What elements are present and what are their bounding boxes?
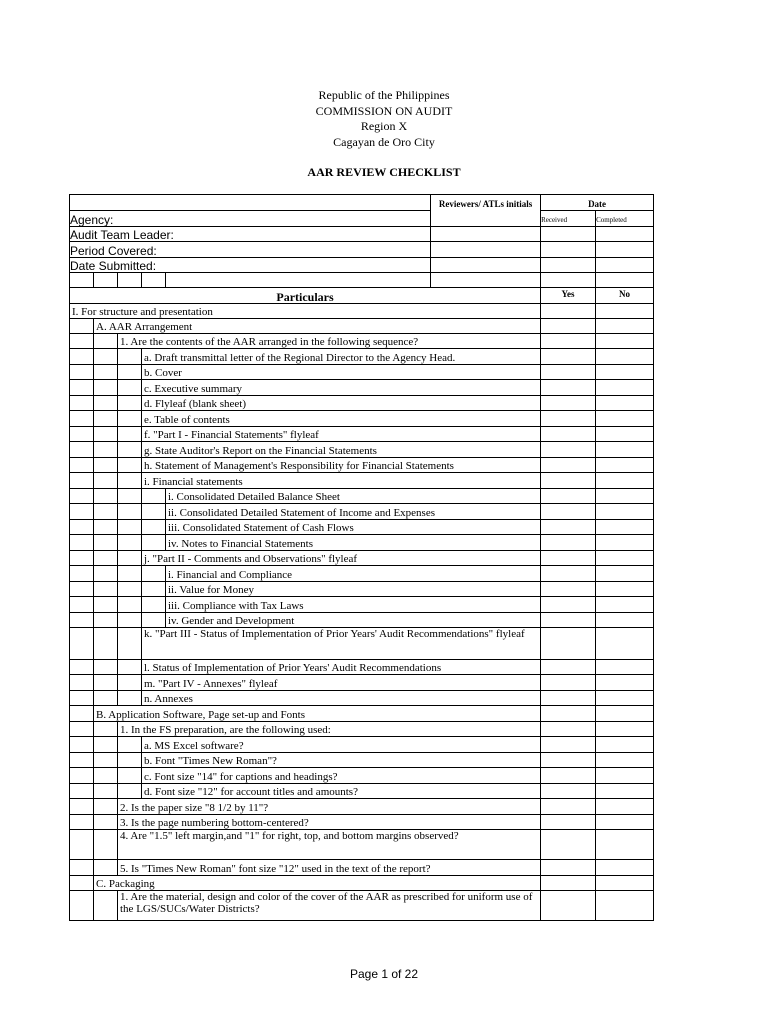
- no-checkbox-cell[interactable]: [596, 566, 654, 582]
- yes-checkbox-cell[interactable]: [541, 319, 596, 334]
- header-region: Region X: [360, 119, 408, 133]
- no-checkbox-cell[interactable]: [596, 411, 654, 427]
- checklist-item-text: c. Font size "14" for captions and headings?: [142, 768, 541, 784]
- checklist-row: [70, 489, 654, 504]
- checklist-row: [70, 458, 654, 473]
- yes-checkbox-cell[interactable]: [541, 891, 596, 921]
- checklist-item-text: 1. Are the material, design and color of the cover of the AAR as prescribed for uniform use of the LGS/SUCs/Water Districts?: [118, 891, 541, 921]
- checklist-row: [70, 520, 654, 535]
- no-checkbox-cell[interactable]: [596, 365, 654, 380]
- checklist-row: [70, 799, 654, 815]
- yes-checkbox-cell[interactable]: [541, 613, 596, 628]
- no-checkbox-cell[interactable]: [596, 860, 654, 876]
- no-checkbox-cell[interactable]: [596, 613, 654, 628]
- checklist-row: [70, 613, 654, 628]
- checklist-item-text: e. Table of contents: [142, 411, 541, 427]
- yes-checkbox-cell[interactable]: [541, 504, 596, 520]
- yes-checkbox-cell[interactable]: [541, 334, 596, 349]
- no-checkbox-cell[interactable]: [596, 722, 654, 737]
- no-header: No: [596, 288, 654, 304]
- checklist-row: [70, 784, 654, 799]
- checklist-item-text: i. Financial statements: [142, 473, 541, 489]
- yes-checkbox-cell[interactable]: [541, 380, 596, 396]
- yes-checkbox-cell[interactable]: [541, 753, 596, 768]
- checklist-row: [70, 365, 654, 380]
- yes-checkbox-cell[interactable]: [541, 799, 596, 815]
- checklist-row: [70, 660, 654, 675]
- checklist-item-text: n. Annexes: [142, 691, 541, 706]
- checklist-item-text: c. Executive summary: [142, 380, 541, 396]
- yes-checkbox-cell[interactable]: [541, 597, 596, 613]
- yes-checkbox-cell[interactable]: [541, 365, 596, 380]
- no-checkbox-cell[interactable]: [596, 784, 654, 799]
- yes-checkbox-cell[interactable]: [541, 566, 596, 582]
- checklist-item-text: i. Financial and Compliance: [166, 566, 541, 582]
- no-checkbox-cell[interactable]: [596, 891, 654, 921]
- checklist-row: [70, 691, 654, 706]
- particulars-header: Particulars: [70, 288, 541, 304]
- checklist-item-text: iv. Notes to Financial Statements: [166, 535, 541, 551]
- period-covered-label: Period Covered:: [70, 242, 431, 258]
- no-checkbox-cell[interactable]: [596, 396, 654, 411]
- checklist-item-text: 1. In the FS preparation, are the following used:: [118, 722, 541, 737]
- checklist-row: [70, 891, 654, 921]
- checklist-item-text: d. Flyleaf (blank sheet): [142, 396, 541, 411]
- yes-checkbox-cell[interactable]: [541, 304, 596, 319]
- checklist-row: [70, 551, 654, 566]
- checklist-row: [70, 768, 654, 784]
- yes-checkbox-cell[interactable]: [541, 582, 596, 597]
- yes-checkbox-cell[interactable]: [541, 442, 596, 458]
- no-checkbox-cell[interactable]: [596, 304, 654, 319]
- no-checkbox-cell[interactable]: [596, 520, 654, 535]
- yes-checkbox-cell[interactable]: [541, 876, 596, 891]
- checklist-item-text: 3. Is the page numbering bottom-centered?: [118, 815, 541, 830]
- checklist-row: [70, 442, 654, 458]
- yes-checkbox-cell[interactable]: [541, 551, 596, 566]
- yes-checkbox-cell[interactable]: [541, 473, 596, 489]
- no-checkbox-cell[interactable]: [596, 737, 654, 753]
- checklist-item-text: ii. Consolidated Detailed Statement of Income and Expenses: [166, 504, 541, 520]
- yes-checkbox-cell[interactable]: [541, 427, 596, 442]
- date-header: Date: [541, 195, 654, 211]
- team-leader-label: Audit Team Leader:: [70, 227, 431, 242]
- checklist-row: [70, 675, 654, 691]
- no-checkbox-cell[interactable]: [596, 675, 654, 691]
- yes-checkbox-cell[interactable]: [541, 691, 596, 706]
- checklist-item-text: iii. Consolidated Statement of Cash Flows: [166, 520, 541, 535]
- checklist-item-text: l. Status of Implementation of Prior Years' Audit Recommendations: [142, 660, 541, 675]
- checklist-row: [70, 566, 654, 582]
- checklist-item-text: k. "Part III - Status of Implementation of Prior Years' Audit Recommendations" flyleaf: [142, 628, 541, 660]
- checklist-item-text: iv. Gender and Development: [166, 613, 541, 628]
- checklist-item-text: ii. Value for Money: [166, 582, 541, 597]
- yes-checkbox-cell[interactable]: [541, 830, 596, 860]
- checklist-row: [70, 319, 654, 334]
- no-checkbox-cell[interactable]: [596, 334, 654, 349]
- no-checkbox-cell[interactable]: [596, 691, 654, 706]
- checklist-item-text: I. For structure and presentation: [70, 304, 541, 319]
- checklist-table: [69, 287, 654, 921]
- completed-header: Completed: [596, 211, 654, 227]
- no-checkbox-cell[interactable]: [596, 319, 654, 334]
- checklist-item-text: g. State Auditor's Report on the Financial Statements: [142, 442, 541, 458]
- no-checkbox-cell[interactable]: [596, 660, 654, 675]
- checklist-item-text: iii. Compliance with Tax Laws: [166, 597, 541, 613]
- checklist-row: [70, 876, 654, 891]
- checklist-row: [70, 722, 654, 737]
- agency-label: Agency:: [70, 211, 431, 227]
- checklist-item-text: d. Font size "12" for account titles and amounts?: [142, 784, 541, 799]
- checklist-row: [70, 597, 654, 613]
- checklist-item-text: m. "Part IV - Annexes" flyleaf: [142, 675, 541, 691]
- header-city: Cagayan de Oro City: [333, 134, 435, 149]
- checklist-row: [70, 753, 654, 768]
- checklist-row: [70, 473, 654, 489]
- checklist-row: [70, 334, 654, 349]
- reviewers-header: Reviewers/ ATLs initials: [431, 195, 541, 227]
- checklist-item-text: b. Cover: [142, 365, 541, 380]
- checklist-row: [70, 396, 654, 411]
- checklist-item-text: B. Application Software, Page set-up and Fonts: [94, 706, 541, 722]
- checklist-item-text: h. Statement of Management's Responsibility for Financial Statements: [142, 458, 541, 473]
- yes-checkbox-cell[interactable]: [541, 520, 596, 535]
- no-checkbox-cell[interactable]: [596, 876, 654, 891]
- yes-checkbox-cell[interactable]: [541, 628, 596, 660]
- no-checkbox-cell[interactable]: [596, 504, 654, 520]
- checklist-item-text: a. Draft transmittal letter of the Regional Director to the Agency Head.: [142, 349, 541, 365]
- yes-checkbox-cell[interactable]: [541, 489, 596, 504]
- no-checkbox-cell[interactable]: [596, 628, 654, 660]
- checklist-row: [70, 582, 654, 597]
- checklist-row: [70, 830, 654, 860]
- no-checkbox-cell[interactable]: [596, 489, 654, 504]
- yes-checkbox-cell[interactable]: [541, 675, 596, 691]
- yes-checkbox-cell[interactable]: [541, 349, 596, 365]
- yes-checkbox-cell[interactable]: [541, 722, 596, 737]
- received-header: Received: [541, 211, 596, 227]
- checklist-item-text: 2. Is the paper size "8 1/2 by 11"?: [118, 799, 541, 815]
- checklist-row: [70, 504, 654, 520]
- yes-checkbox-cell[interactable]: [541, 768, 596, 784]
- yes-checkbox-cell[interactable]: [541, 396, 596, 411]
- no-checkbox-cell[interactable]: [596, 799, 654, 815]
- checklist-item-text: A. AAR Arrangement: [94, 319, 541, 334]
- no-checkbox-cell[interactable]: [596, 349, 654, 365]
- no-checkbox-cell[interactable]: [596, 582, 654, 597]
- checklist-item-text: i. Consolidated Detailed Balance Sheet: [166, 489, 541, 504]
- yes-checkbox-cell[interactable]: [541, 706, 596, 722]
- checklist-row: [70, 427, 654, 442]
- checklist-row: [70, 535, 654, 551]
- checklist-item-text: f. "Part I - Financial Statements" flyleaf: [142, 427, 541, 442]
- checklist-item-text: j. "Part II - Comments and Observations" flyleaf: [142, 551, 541, 566]
- no-checkbox-cell[interactable]: [596, 535, 654, 551]
- header-country: Republic of the Philippines: [318, 88, 450, 102]
- info-table: [69, 194, 654, 288]
- yes-checkbox-cell[interactable]: [541, 784, 596, 799]
- checklist-row: [70, 411, 654, 427]
- no-checkbox-cell[interactable]: [596, 473, 654, 489]
- yes-checkbox-cell[interactable]: [541, 458, 596, 473]
- checklist-row: [70, 304, 654, 319]
- checklist-sheet: [69, 194, 654, 921]
- no-checkbox-cell[interactable]: [596, 442, 654, 458]
- no-checkbox-cell[interactable]: [596, 427, 654, 442]
- no-checkbox-cell[interactable]: [596, 380, 654, 396]
- no-checkbox-cell[interactable]: [596, 597, 654, 613]
- checklist-item-text: 4. Are "1.5" left margin,and "1" for right, top, and bottom margins observed?: [118, 830, 541, 860]
- checklist-item-text: a. MS Excel software?: [142, 737, 541, 753]
- checklist-row: [70, 860, 654, 876]
- no-checkbox-cell[interactable]: [596, 706, 654, 722]
- yes-checkbox-cell[interactable]: [541, 815, 596, 830]
- checklist-row: [70, 628, 654, 660]
- page-number: Page 1 of 22: [349, 967, 419, 981]
- checklist-item-text: b. Font "Times New Roman"?: [142, 753, 541, 768]
- checklist-row: [70, 815, 654, 830]
- yes-checkbox-cell[interactable]: [541, 660, 596, 675]
- checklist-row: [70, 349, 654, 365]
- no-checkbox-cell[interactable]: [596, 768, 654, 784]
- checklist-item-text: 1. Are the contents of the AAR arranged in the following sequence?: [118, 334, 541, 349]
- checklist-item-text: 5. Is "Times New Roman" font size "12" used in the text of the report?: [118, 860, 541, 876]
- checklist-item-text: C. Packaging: [94, 876, 541, 891]
- yes-header: Yes: [541, 288, 596, 304]
- document-header: [0, 88, 768, 150]
- checklist-row: [70, 706, 654, 722]
- header-agency: COMMISSION ON AUDIT: [315, 103, 453, 118]
- no-checkbox-cell[interactable]: [596, 815, 654, 830]
- yes-checkbox-cell[interactable]: [541, 535, 596, 551]
- no-checkbox-cell[interactable]: [596, 551, 654, 566]
- no-checkbox-cell[interactable]: [596, 753, 654, 768]
- date-submitted-label: Date Submitted:: [70, 258, 431, 273]
- checklist-rows: [70, 304, 654, 921]
- no-checkbox-cell[interactable]: [596, 830, 654, 860]
- checklist-row: [70, 737, 654, 753]
- document-title: AAR REVIEW CHECKLIST: [307, 165, 461, 179]
- yes-checkbox-cell[interactable]: [541, 860, 596, 876]
- yes-checkbox-cell[interactable]: [541, 737, 596, 753]
- yes-checkbox-cell[interactable]: [541, 411, 596, 427]
- no-checkbox-cell[interactable]: [596, 458, 654, 473]
- checklist-row: [70, 380, 654, 396]
